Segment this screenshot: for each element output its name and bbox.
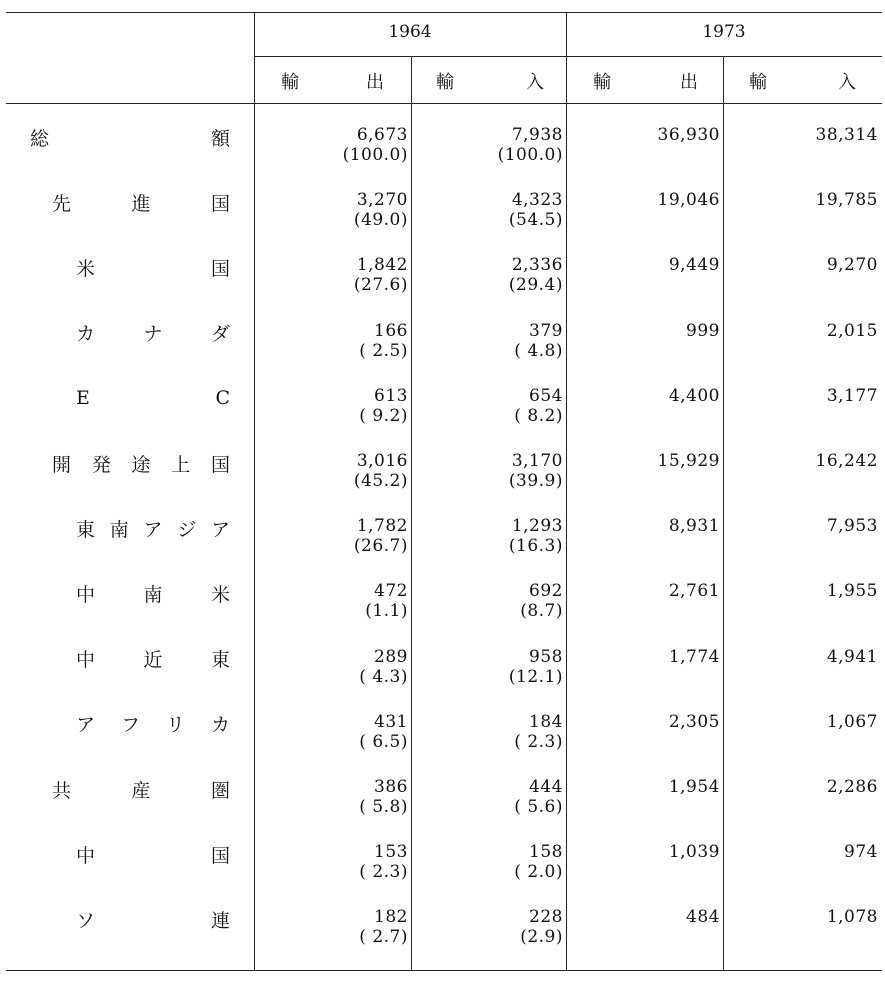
row-label-char: 共: [52, 779, 72, 802]
export-1964-value: 289: [374, 646, 408, 667]
import-1973-value: 974: [844, 842, 878, 863]
export-1964-share: (100.0): [342, 145, 408, 165]
export-1973-value: 4,400: [668, 385, 720, 406]
row-label-char: C: [215, 386, 230, 409]
row-label-char: 米: [76, 257, 96, 280]
row-label-char: 東: [76, 518, 96, 541]
imports-1964-header-b: 入: [526, 72, 544, 93]
import-1973-value: 38,314: [815, 125, 878, 145]
imports-1973-header-a: 輸: [749, 72, 767, 93]
export-1973-value: 19,046: [657, 190, 720, 211]
row-label-char: 先: [52, 192, 72, 215]
import-1964-share: ( 4.8): [514, 340, 563, 361]
row-label-char: カ: [76, 323, 96, 346]
row-label: [30, 579, 230, 607]
row-label: [30, 384, 230, 412]
export-1964-value: 431: [374, 711, 408, 732]
import-1973-value: 16,242: [815, 451, 878, 471]
row-label-char: E: [76, 386, 90, 409]
export-1964-share: ( 2.5): [359, 340, 408, 361]
export-1964-value: 1,842: [356, 255, 408, 276]
exports-1964-header-a: 輸: [281, 72, 299, 93]
import-1973-value: 1,078: [826, 907, 878, 928]
bottom-rule: [6, 970, 882, 971]
import-1964-value: 444: [529, 777, 563, 797]
import-1973-value: 1,955: [826, 581, 878, 602]
label-column-rule: [254, 12, 255, 970]
row-label-char: 連: [210, 909, 230, 932]
import-1964-share: ( 2.0): [514, 862, 563, 883]
row-label-char: 南: [143, 583, 163, 606]
import-1964-share: (54.5): [508, 210, 563, 231]
row-label: [30, 514, 230, 542]
import-1964-share: ( 2.3): [514, 731, 563, 752]
row-label-char: 近: [143, 649, 163, 672]
row-label: [30, 188, 230, 216]
row-label-char: 東: [210, 649, 230, 672]
export-1973-value: 15,929: [657, 451, 720, 471]
import-1964-value: 7,938: [511, 125, 563, 145]
row-label: [30, 775, 230, 803]
export-1973-value: 9,449: [668, 255, 720, 276]
import-1964-value: 3,170: [511, 451, 563, 471]
row-label-char: ナ: [143, 323, 163, 346]
row-label-char: 国: [210, 453, 230, 476]
row-label: [30, 253, 230, 281]
e73-i73-rule: [723, 56, 724, 970]
imports-1973-header-b: 入: [838, 72, 856, 93]
row-label-char: 米: [210, 583, 230, 606]
import-1973-value: 9,270: [826, 255, 878, 276]
export-1964-share: (1.1): [365, 601, 408, 622]
export-1964-share: ( 4.3): [359, 666, 408, 687]
import-1973-value: 2,286: [826, 777, 878, 797]
row-label-char: 国: [210, 257, 230, 280]
row-label-char: ダ: [210, 323, 230, 346]
row-label: [30, 319, 230, 347]
export-1964-share: ( 2.7): [359, 927, 408, 948]
import-1964-value: 4,323: [511, 190, 563, 211]
export-1964-share: (49.0): [353, 210, 408, 231]
row-label-char: 進: [131, 192, 151, 215]
row-label: [30, 710, 230, 738]
export-1964-share: ( 5.8): [359, 797, 408, 817]
export-1964-value: 182: [374, 907, 408, 928]
export-1973-value: 999: [686, 320, 720, 341]
export-1964-value: 386: [374, 777, 408, 797]
header-rule: [6, 103, 882, 104]
import-1964-share: ( 5.6): [514, 797, 563, 817]
exports-1973-header-b: 出: [680, 72, 698, 93]
import-1973-value: 3,177: [826, 385, 878, 406]
import-1973-value: 1,067: [826, 711, 878, 732]
export-1973-value: 2,305: [668, 711, 720, 732]
export-1964-value: 1,782: [356, 516, 408, 537]
export-1964-value: 613: [374, 385, 408, 406]
import-1964-value: 2,336: [511, 255, 563, 276]
row-label-char: ア: [76, 714, 96, 737]
row-label: [30, 905, 230, 933]
export-1973-value: 1,954: [668, 777, 720, 797]
row-label-char: リ: [165, 714, 185, 737]
export-1964-value: 3,270: [356, 190, 408, 211]
import-1964-share: (2.9): [520, 927, 563, 948]
import-1964-share: (39.9): [508, 471, 563, 491]
import-1964-value: 654: [529, 385, 563, 406]
row-label-char: 開: [52, 453, 72, 476]
row-label-char: 総: [30, 127, 50, 150]
imports-1964-header-a: 輸: [436, 72, 454, 93]
row-label-char: 中: [76, 649, 96, 672]
row-label: [30, 123, 230, 151]
row-label: [30, 449, 230, 477]
year-1973-header: 1973: [702, 22, 746, 42]
export-1964-value: 153: [374, 842, 408, 863]
import-1964-share: (12.1): [508, 666, 563, 687]
row-label-char: 中: [76, 583, 96, 606]
export-1964-value: 472: [374, 581, 408, 602]
row-label-char: 国: [210, 844, 230, 867]
year-1964-header: 1964: [388, 22, 432, 42]
row-label-char: 額: [210, 127, 230, 150]
row-label-char: 発: [91, 453, 111, 476]
export-1964-share: ( 9.2): [359, 405, 408, 426]
export-1964-value: 6,673: [356, 125, 408, 145]
import-1973-value: 4,941: [826, 646, 878, 667]
import-1964-value: 184: [529, 711, 563, 732]
exports-1973-header-a: 輸: [593, 72, 611, 93]
import-1973-value: 2,015: [826, 320, 878, 341]
import-1973-value: 19,785: [815, 190, 878, 211]
row-label-char: カ: [210, 714, 230, 737]
import-1964-share: (29.4): [508, 275, 563, 296]
import-1964-share: (100.0): [497, 145, 563, 165]
row-label-char: ジ: [177, 518, 197, 541]
row-label-char: ア: [210, 518, 230, 541]
export-1964-value: 3,016: [356, 451, 408, 471]
row-label-char: ソ: [76, 909, 96, 932]
row-label-char: 上: [171, 453, 191, 476]
row-label-char: 途: [131, 453, 151, 476]
row-label-char: 南: [109, 518, 129, 541]
import-1964-share: ( 8.2): [514, 405, 563, 426]
import-1964-value: 158: [529, 842, 563, 863]
year-divider-rule: [566, 12, 567, 970]
export-1973-value: 36,930: [657, 125, 720, 145]
import-1964-value: 1,293: [511, 516, 563, 537]
row-label: [30, 840, 230, 868]
exports-1964-header-b: 出: [366, 72, 384, 93]
import-1973-value: 7,953: [826, 516, 878, 537]
export-1973-value: 8,931: [668, 516, 720, 537]
export-1973-value: 1,039: [668, 842, 720, 863]
import-1964-share: (16.3): [508, 536, 563, 557]
import-1964-value: 379: [529, 320, 563, 341]
import-1964-value: 692: [529, 581, 563, 602]
import-1964-value: 958: [529, 646, 563, 667]
export-1964-share: (45.2): [353, 471, 408, 491]
row-label-char: ア: [143, 518, 163, 541]
top-rule: [6, 12, 882, 13]
export-1964-share: ( 6.5): [359, 731, 408, 752]
export-1964-share: (26.7): [353, 536, 408, 557]
year-rule: [254, 56, 882, 57]
export-1973-value: 2,761: [668, 581, 720, 602]
row-label-char: 産: [131, 779, 151, 802]
export-1964-share: ( 2.3): [359, 862, 408, 883]
row-label: [30, 645, 230, 673]
row-label-char: 中: [76, 844, 96, 867]
row-label-char: 国: [210, 192, 230, 215]
export-1964-value: 166: [374, 320, 408, 341]
import-1964-share: (8.7): [520, 601, 563, 622]
row-label-char: 圏: [210, 779, 230, 802]
row-label-char: フ: [120, 714, 140, 737]
export-1973-value: 484: [686, 907, 720, 928]
export-1973-value: 1,774: [668, 646, 720, 667]
e64-i64-rule: [411, 56, 412, 970]
import-1964-value: 228: [529, 907, 563, 928]
export-1964-share: (27.6): [353, 275, 408, 296]
